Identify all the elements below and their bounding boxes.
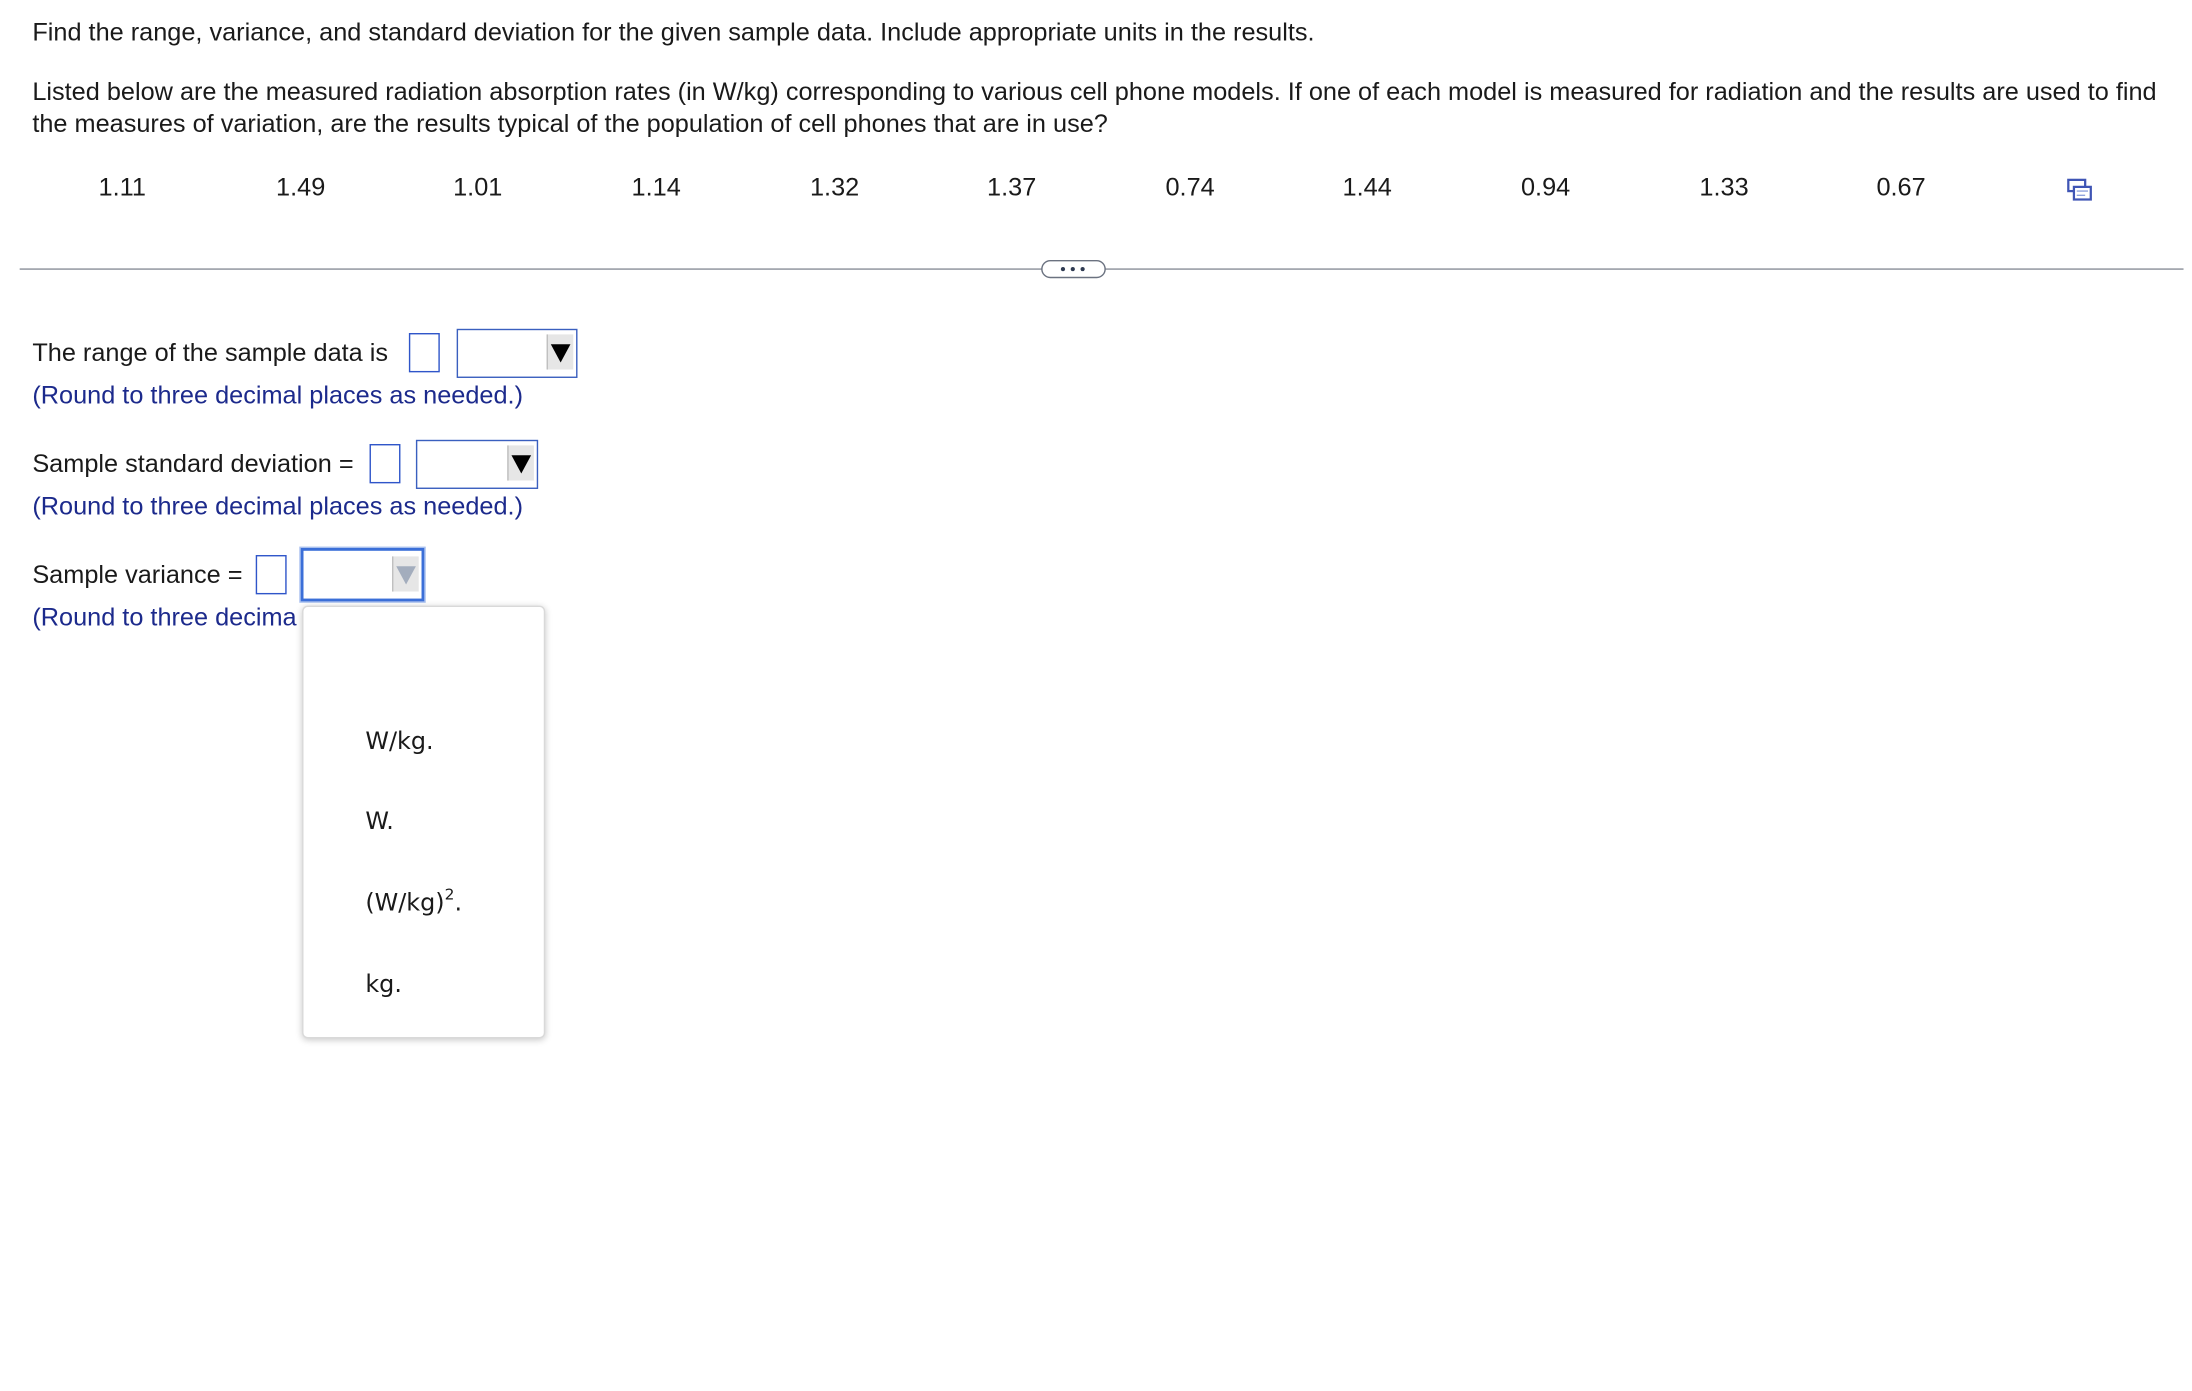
variance-round-hint: (Round to three decima	[32, 602, 297, 631]
std-dev-unit-dropdown[interactable]	[416, 440, 538, 489]
unit-option-kg[interactable]: kg.	[365, 970, 402, 1000]
dropdown-arrow-icon[interactable]	[507, 445, 534, 480]
ellipsis-dot	[1061, 267, 1065, 271]
data-value: 1.44	[1342, 172, 1392, 201]
data-value: 1.37	[987, 172, 1037, 201]
range-unit-dropdown[interactable]	[457, 329, 578, 378]
unit-dropdown-menu	[302, 606, 545, 1039]
unit-option-w-per-kg[interactable]: W/kg.	[365, 727, 434, 756]
question-intro: Find the range, variance, and standard deviation for the given sample data. Include appropriate units in the results.	[32, 18, 1315, 47]
unit-option-base: (W/kg)	[365, 889, 445, 918]
data-value: 1.11	[98, 172, 146, 201]
unit-option-w-per-kg-squared[interactable]	[365, 885, 463, 919]
unit-option-exponent: 2	[444, 885, 455, 904]
dropdown-arrow-icon[interactable]	[392, 556, 419, 591]
ellipsis-dot	[1071, 267, 1075, 271]
variance-input[interactable]	[256, 555, 287, 594]
range-label: The range of the sample data is	[32, 338, 389, 367]
data-value: 1.49	[276, 172, 326, 201]
range-input[interactable]	[409, 333, 440, 372]
data-value: 0.94	[1520, 172, 1571, 201]
variance-unit-dropdown[interactable]	[301, 548, 425, 601]
data-value: 1.33	[1699, 172, 1749, 201]
data-value: 1.14	[631, 172, 681, 201]
std-dev-label: Sample standard deviation =	[32, 449, 354, 478]
more-ellipsis-icon[interactable]	[1041, 260, 1106, 278]
data-value: 1.01	[453, 172, 503, 201]
unit-option-suffix: .	[454, 889, 463, 918]
question-description: Listed below are the measured radiation absorption rates (in W/kg) corresponding to various cell phone models. If one of each model is measured for radiation and the results are used to find the measures of variation, are the results typical of the population of cell phones that are in use?	[32, 77, 2157, 138]
dropdown-arrow-icon[interactable]	[547, 334, 574, 369]
copy-data-icon[interactable]	[2067, 178, 2092, 200]
data-value: 0.67	[1876, 172, 1926, 201]
variance-label: Sample variance =	[32, 560, 243, 589]
std-dev-round-hint: (Round to three decimal places as needed.)	[32, 491, 524, 520]
std-dev-input[interactable]	[370, 444, 401, 483]
unit-option-w[interactable]: W.	[365, 807, 394, 837]
range-round-hint: (Round to three decimal places as needed.)	[32, 380, 524, 409]
ellipsis-dot	[1081, 267, 1085, 271]
data-values-row	[0, 171, 2192, 208]
data-value: 0.74	[1165, 172, 1215, 201]
data-value: 1.32	[809, 172, 860, 201]
